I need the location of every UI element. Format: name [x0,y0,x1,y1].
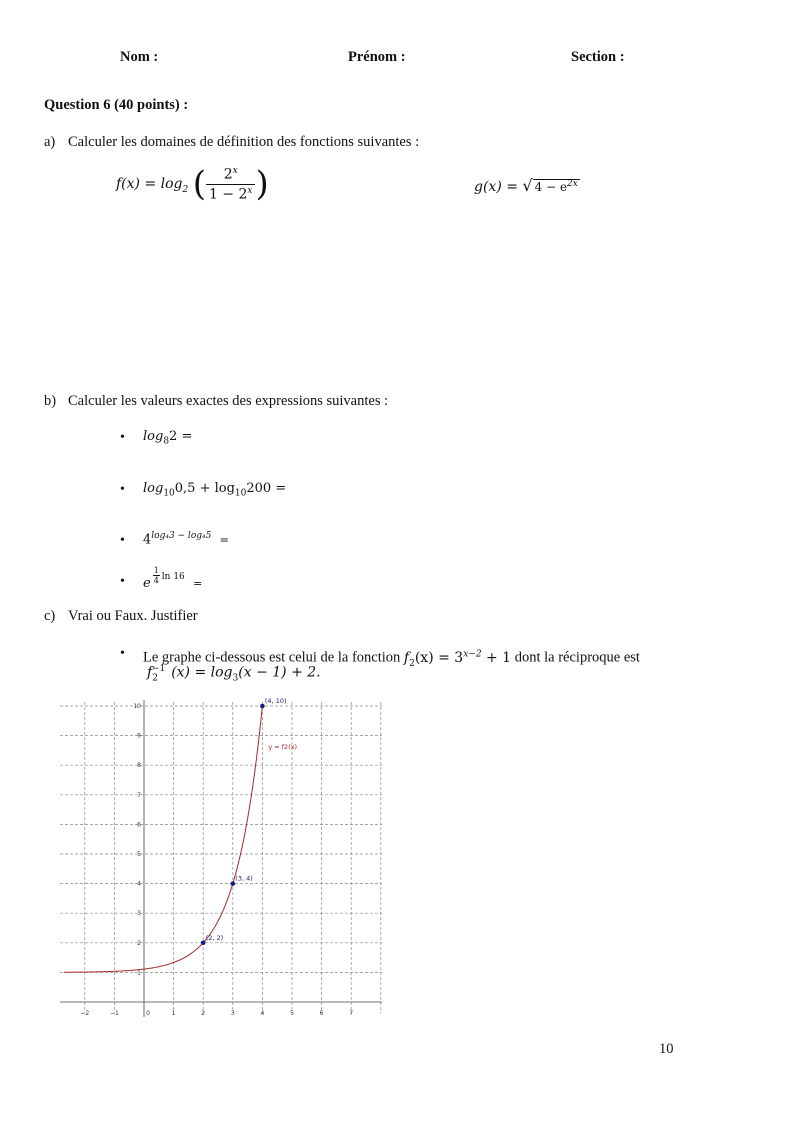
g-lhs: g(x) = [474,179,518,195]
f-close-paren: ) [255,164,269,205]
y-tick-label: 9 [137,732,141,740]
f-numerator: 2$^x$ [206,166,256,185]
x-tick-label: 7 [349,1010,354,1017]
bullet-3: • [120,533,125,548]
nom-label: Nom : [120,49,159,65]
y-tick-label: 2 [137,939,141,947]
bullet-c: • [120,646,125,661]
x-tick-label: −2 [80,1010,90,1017]
page-number: 10 [659,1041,674,1057]
curve-label: y = f2(x) [268,742,298,751]
section-label: Section : [571,49,625,65]
bullet-4: • [120,574,125,589]
expr-4-power: $4^{log_43 - log_45}$ = [143,531,229,548]
f-denominator: $1 - 2^x$ [208,185,253,203]
expr-log8-2: $\log_82$ = [143,429,193,447]
expr-e-power: e $\frac{1}{4}$ ln 16 $_=$ [143,566,203,591]
prenom-label: Prénom : [348,49,406,65]
x-tick-label: 0 [146,1010,150,1017]
graph-grid [60,702,382,1013]
y-tick-label: 4 [137,880,141,888]
f-lhs: f(x) = log [116,176,183,193]
question-title: Question 6 (40 points) : [44,97,189,113]
x-tick-label: 5 [290,1010,294,1017]
g-radicand: $4 - e^{2x}$ [534,179,578,194]
part-a-label: a) [44,134,56,150]
x-tick-label: −1 [109,1010,119,1017]
g-definition [474,176,580,195]
y-tick-label: 1 [137,969,141,977]
graph-ticks [80,703,353,1017]
y-tick-label: 7 [137,791,141,799]
part-c-text: Vrai ou Faux. Justifier [68,608,198,624]
x-tick-label: 6 [319,1010,324,1017]
expr-log10-sum: $\log_{10}0,5 + \log_{10}200$ = [143,481,287,499]
function-graph [58,697,384,1021]
graph-axes [60,700,382,1017]
bullet-1: • [120,430,125,445]
bullet-2: • [120,482,125,497]
point-label: (2, 2) [205,933,224,942]
claim-line-1: Le graphe ci-dessous est celui de la fonction $f_2(x) = 3^{x-2} + 1$ dont la réciproque est [143,649,640,669]
claim-line-2: $f_2^{-1}$ $(x) = \log_3(x - 1) + 2$. [147,664,321,684]
f-open-paren: ( [192,164,206,205]
x-tick-label: 3 [230,1010,235,1017]
f-fraction [206,166,256,202]
x-tick-label: 1 [171,1010,176,1017]
point-label: (3, 4) [235,874,253,883]
part-b-label: b) [44,393,57,409]
point-label: (4, 10) [264,697,287,705]
part-b-text: Calculer les valeurs exactes des expressions suivantes : [68,393,389,409]
part-c-label: c) [44,608,56,624]
x-tick-label: 4 [260,1010,265,1017]
marked-points [201,697,287,945]
x-tick-label: 2 [201,1010,206,1017]
y-tick-label: 5 [137,851,141,858]
y-tick-label: 8 [137,762,141,770]
sqrt-symbol: √ [522,176,533,195]
f-definition [116,164,269,205]
part-a-text: Calculer les domaines de définition des fonctions suivantes : [68,134,420,150]
y-tick-label: 6 [137,821,141,829]
f-log-base: 2 [182,184,189,195]
y-tick-label: 3 [137,910,141,918]
y-tick-label: 10 [133,703,141,710]
